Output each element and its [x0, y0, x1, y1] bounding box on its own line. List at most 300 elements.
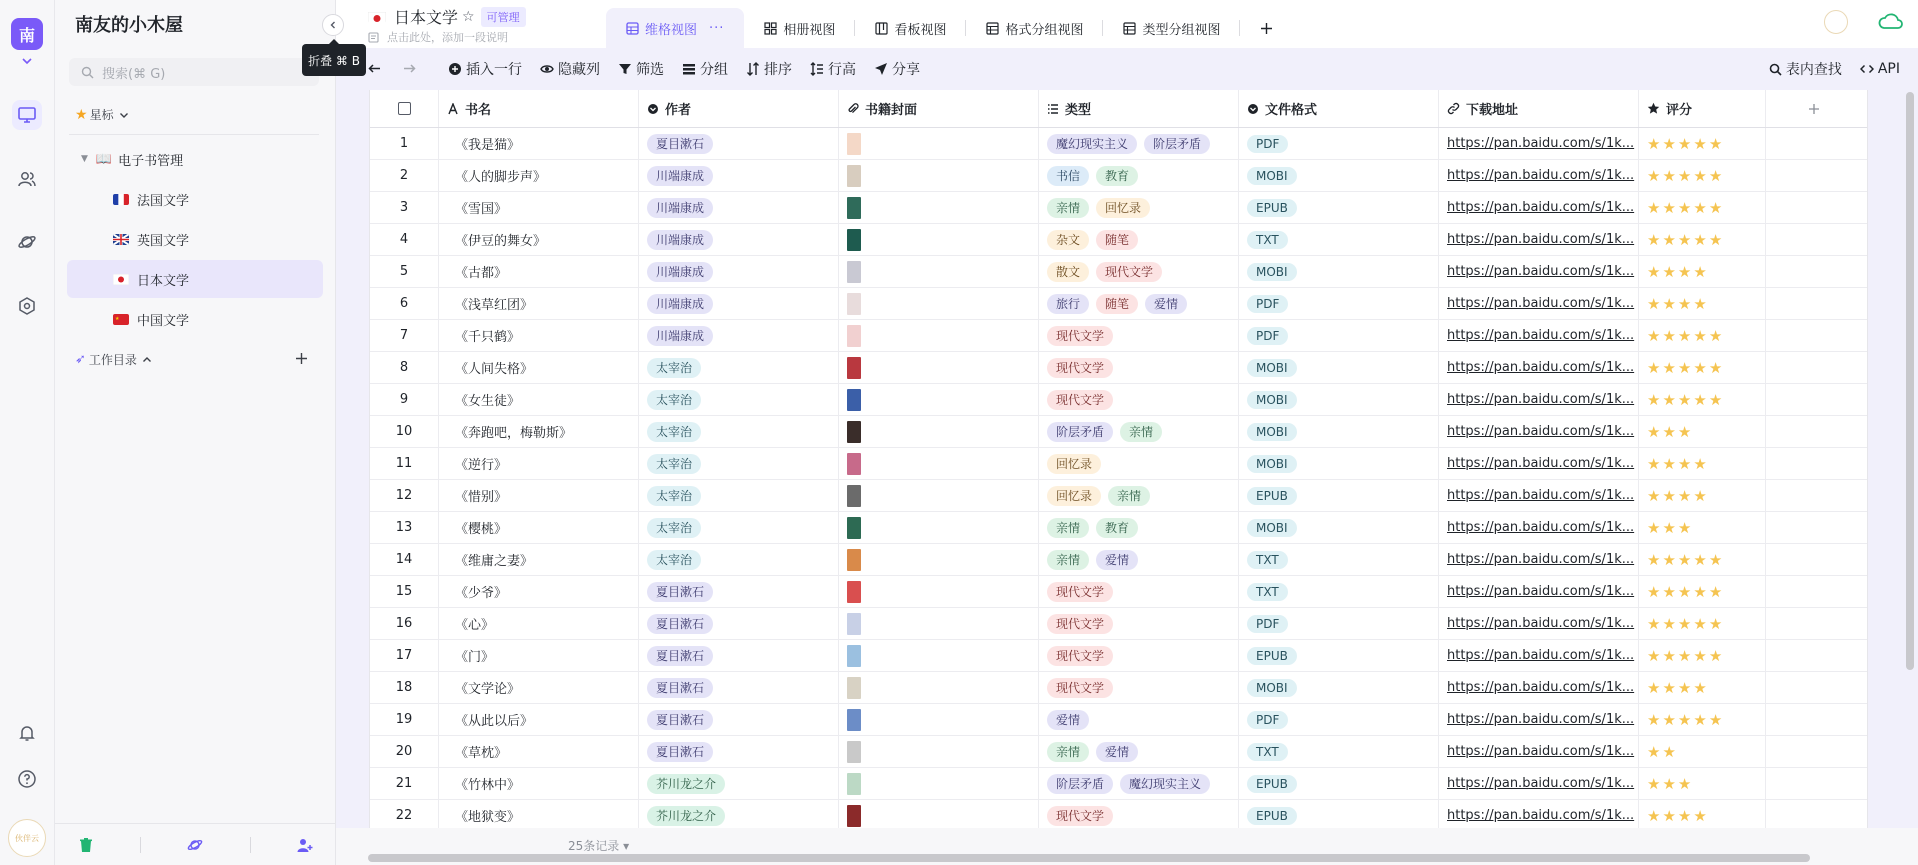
table-row[interactable]	[370, 672, 1867, 704]
cell-cover[interactable]	[839, 704, 1039, 735]
undo-icon[interactable]	[368, 62, 382, 76]
cell-type[interactable]	[1039, 224, 1239, 255]
cell-author[interactable]	[639, 544, 839, 575]
row-number[interactable]: 3	[370, 192, 439, 223]
cell-cover[interactable]	[839, 448, 1039, 479]
table-row[interactable]	[370, 608, 1867, 640]
hexagon-settings-icon[interactable]	[12, 291, 42, 321]
cell-rating[interactable]	[1639, 288, 1766, 319]
cell-author[interactable]	[639, 256, 839, 287]
cell-empty	[1766, 128, 1867, 159]
download-link[interactable]: https://pan.baidu.com/s/1k...	[1447, 200, 1635, 215]
cell-format[interactable]	[1239, 672, 1439, 703]
cell-cover[interactable]	[839, 384, 1039, 415]
row-height-button[interactable]	[810, 59, 856, 79]
cell-book-title[interactable]: 《女生徒》	[439, 384, 639, 415]
book-cover-thumbnail[interactable]	[847, 453, 861, 475]
cell-book-title[interactable]: 《惜别》	[439, 480, 639, 511]
cell-type[interactable]	[1039, 672, 1239, 703]
cell-book-title[interactable]: 《人的脚步声》	[439, 160, 639, 191]
cell-rating[interactable]	[1639, 256, 1766, 287]
cell-author[interactable]	[639, 672, 839, 703]
cell-format[interactable]	[1239, 576, 1439, 607]
cell-format[interactable]	[1239, 288, 1439, 319]
cell-cover[interactable]	[839, 800, 1039, 828]
row-number[interactable]: 6	[370, 288, 439, 319]
cell-rating[interactable]	[1639, 384, 1766, 415]
table-row[interactable]	[370, 736, 1867, 768]
hide-columns-button[interactable]	[540, 59, 600, 79]
table-description[interactable]	[368, 29, 508, 45]
collapse-sidebar-button[interactable]	[322, 14, 344, 36]
cell-type[interactable]	[1039, 640, 1239, 671]
book-cover-thumbnail[interactable]	[847, 773, 861, 795]
row-number[interactable]: 17	[370, 640, 439, 671]
cell-format[interactable]	[1239, 320, 1439, 351]
cell-cover[interactable]	[839, 736, 1039, 767]
cell-format[interactable]	[1239, 384, 1439, 415]
download-link[interactable]: https://pan.baidu.com/s/1k...	[1447, 712, 1635, 727]
row-number[interactable]: 5	[370, 256, 439, 287]
cell-download-url[interactable]	[1439, 608, 1639, 639]
cell-book-title[interactable]: 《维庸之妻》	[439, 544, 639, 575]
star-outline-icon[interactable]: ☆	[462, 8, 475, 25]
sidebar-item-british[interactable]	[67, 220, 323, 258]
book-cover-thumbnail[interactable]	[847, 517, 861, 539]
cell-book-title[interactable]: 《雪国》	[439, 192, 639, 223]
trash-icon[interactable]	[78, 837, 94, 853]
cell-download-url[interactable]	[1439, 704, 1639, 735]
cell-cover[interactable]	[839, 608, 1039, 639]
cell-format[interactable]	[1239, 704, 1439, 735]
notification-bell-icon[interactable]	[12, 718, 42, 748]
cell-book-title[interactable]: 《古都》	[439, 256, 639, 287]
row-number[interactable]: 4	[370, 224, 439, 255]
cell-format[interactable]	[1239, 640, 1439, 671]
add-icon[interactable]	[295, 352, 308, 365]
table-row[interactable]	[370, 512, 1867, 544]
column-header-cover[interactable]	[839, 90, 1039, 127]
cell-type[interactable]	[1039, 768, 1239, 799]
cell-cover[interactable]	[839, 352, 1039, 383]
cell-format[interactable]	[1239, 128, 1439, 159]
cell-author[interactable]	[639, 416, 839, 447]
record-count[interactable]: 25条记录 ▾	[568, 839, 630, 853]
cell-download-url[interactable]	[1439, 544, 1639, 575]
cell-format[interactable]	[1239, 736, 1439, 767]
help-icon[interactable]	[12, 764, 42, 794]
table-row[interactable]	[370, 224, 1867, 256]
cell-rating[interactable]	[1639, 736, 1766, 767]
column-header-rating[interactable]	[1639, 90, 1766, 127]
row-number[interactable]: 16	[370, 608, 439, 639]
table-row[interactable]	[370, 128, 1867, 160]
cell-type[interactable]	[1039, 544, 1239, 575]
book-cover-thumbnail[interactable]	[847, 805, 861, 827]
cell-rating[interactable]	[1639, 800, 1766, 828]
cell-cover[interactable]	[839, 224, 1039, 255]
cell-book-title[interactable]: 《门》	[439, 640, 639, 671]
cell-download-url[interactable]	[1439, 512, 1639, 543]
cell-rating[interactable]	[1639, 544, 1766, 575]
table-row[interactable]	[370, 288, 1867, 320]
cell-type[interactable]	[1039, 384, 1239, 415]
cell-format[interactable]	[1239, 416, 1439, 447]
book-cover-thumbnail[interactable]	[847, 485, 861, 507]
more-options-icon[interactable]: ···	[709, 20, 725, 36]
cell-author[interactable]	[639, 768, 839, 799]
cell-cover[interactable]	[839, 512, 1039, 543]
cell-cover[interactable]	[839, 320, 1039, 351]
cell-type[interactable]	[1039, 512, 1239, 543]
vertical-scrollbar[interactable]	[1906, 92, 1914, 670]
cell-cover[interactable]	[839, 544, 1039, 575]
cell-author[interactable]	[639, 192, 839, 223]
cell-download-url[interactable]	[1439, 160, 1639, 191]
cell-download-url[interactable]	[1439, 256, 1639, 287]
cell-book-title[interactable]: 《竹林中》	[439, 768, 639, 799]
table-row[interactable]	[370, 640, 1867, 672]
table-row[interactable]	[370, 416, 1867, 448]
cell-rating[interactable]	[1639, 320, 1766, 351]
table-row[interactable]	[370, 704, 1867, 736]
group-button[interactable]	[682, 59, 728, 79]
cell-author[interactable]	[639, 512, 839, 543]
sort-button[interactable]	[746, 59, 792, 79]
cell-author[interactable]	[639, 448, 839, 479]
cell-format[interactable]	[1239, 352, 1439, 383]
cell-author[interactable]	[639, 128, 839, 159]
cell-download-url[interactable]	[1439, 288, 1639, 319]
download-link[interactable]: https://pan.baidu.com/s/1k...	[1447, 552, 1635, 567]
cell-rating[interactable]	[1639, 672, 1766, 703]
download-link[interactable]: https://pan.baidu.com/s/1k...	[1447, 488, 1635, 503]
search-input[interactable]	[69, 58, 319, 86]
cell-rating[interactable]	[1639, 608, 1766, 639]
row-number[interactable]: 9	[370, 384, 439, 415]
download-link[interactable]: https://pan.baidu.com/s/1k...	[1447, 520, 1635, 535]
cell-format[interactable]	[1239, 448, 1439, 479]
insert-row-button[interactable]	[448, 59, 522, 79]
download-link[interactable]: https://pan.baidu.com/s/1k...	[1447, 392, 1635, 407]
cell-book-title[interactable]: 《地狱变》	[439, 800, 639, 828]
cell-download-url[interactable]	[1439, 448, 1639, 479]
download-link[interactable]: https://pan.baidu.com/s/1k...	[1447, 360, 1635, 375]
user-avatar[interactable]	[1824, 10, 1848, 34]
row-number[interactable]: 7	[370, 320, 439, 351]
row-number[interactable]: 22	[370, 800, 439, 828]
book-cover-thumbnail[interactable]	[847, 261, 861, 283]
workbench-icon[interactable]	[12, 100, 42, 130]
table-row[interactable]	[370, 192, 1867, 224]
cell-cover[interactable]	[839, 672, 1039, 703]
cell-author[interactable]	[639, 640, 839, 671]
horizontal-scrollbar[interactable]	[368, 854, 1810, 862]
row-number[interactable]: 14	[370, 544, 439, 575]
tab-type-group-view[interactable]	[1103, 8, 1240, 48]
download-link[interactable]: https://pan.baidu.com/s/1k...	[1447, 136, 1635, 151]
search-icon	[1769, 63, 1782, 76]
workspace-avatar[interactable]: 南	[11, 18, 43, 50]
cell-type[interactable]	[1039, 576, 1239, 607]
cell-format[interactable]	[1239, 256, 1439, 287]
cell-rating[interactable]	[1639, 640, 1766, 671]
cell-rating[interactable]	[1639, 192, 1766, 223]
book-cover-thumbnail[interactable]	[847, 165, 861, 187]
cell-cover[interactable]	[839, 192, 1039, 223]
row-number[interactable]: 13	[370, 512, 439, 543]
cell-type[interactable]	[1039, 192, 1239, 223]
api-button[interactable]	[1860, 61, 1900, 77]
table-row[interactable]	[370, 800, 1867, 828]
cell-cover[interactable]	[839, 640, 1039, 671]
cell-book-title[interactable]: 《伊豆的舞女》	[439, 224, 639, 255]
row-number[interactable]: 8	[370, 352, 439, 383]
cell-rating[interactable]	[1639, 128, 1766, 159]
cell-format[interactable]	[1239, 768, 1439, 799]
download-link[interactable]: https://pan.baidu.com/s/1k...	[1447, 232, 1635, 247]
cell-type[interactable]	[1039, 736, 1239, 767]
download-link[interactable]: https://pan.baidu.com/s/1k...	[1447, 456, 1635, 471]
cell-download-url[interactable]	[1439, 192, 1639, 223]
filter-button[interactable]	[618, 59, 664, 79]
table-row[interactable]	[370, 320, 1867, 352]
download-link[interactable]: https://pan.baidu.com/s/1k...	[1447, 168, 1635, 183]
table-row[interactable]	[370, 480, 1867, 512]
starred-section[interactable]	[75, 106, 130, 123]
cell-download-url[interactable]	[1439, 384, 1639, 415]
table-title[interactable]: 日本文学	[394, 8, 459, 27]
book-cover-thumbnail[interactable]	[847, 197, 861, 219]
cell-format[interactable]	[1239, 192, 1439, 223]
table-row[interactable]	[370, 448, 1867, 480]
cell-download-url[interactable]	[1439, 224, 1639, 255]
cell-book-title[interactable]: 《奔跑吧，梅勒斯》	[439, 416, 639, 447]
cell-author[interactable]	[639, 480, 839, 511]
cell-format[interactable]	[1239, 160, 1439, 191]
cell-rating[interactable]	[1639, 416, 1766, 447]
cell-rating[interactable]	[1639, 480, 1766, 511]
cell-cover[interactable]	[839, 480, 1039, 511]
cell-type[interactable]	[1039, 480, 1239, 511]
cell-download-url[interactable]	[1439, 640, 1639, 671]
find-in-table-button[interactable]	[1769, 59, 1842, 79]
cell-download-url[interactable]	[1439, 352, 1639, 383]
tab-format-group-view[interactable]	[966, 8, 1103, 48]
sidebar-item-japanese[interactable]	[67, 260, 323, 298]
cell-format[interactable]	[1239, 512, 1439, 543]
table-row[interactable]	[370, 768, 1867, 800]
cell-type[interactable]	[1039, 352, 1239, 383]
tab-kanban-view[interactable]	[855, 8, 966, 48]
download-link[interactable]: https://pan.baidu.com/s/1k...	[1447, 808, 1635, 823]
tree-root-ebooks[interactable]	[67, 140, 323, 178]
download-link[interactable]: https://pan.baidu.com/s/1k...	[1447, 424, 1635, 439]
cloud-sync-icon[interactable]	[1878, 12, 1904, 32]
tab-grid-view[interactable]	[606, 8, 744, 48]
cell-author[interactable]	[639, 608, 839, 639]
column-header-format[interactable]	[1239, 90, 1439, 127]
table-row[interactable]	[370, 544, 1867, 576]
cell-author[interactable]	[639, 576, 839, 607]
row-number[interactable]: 2	[370, 160, 439, 191]
row-number[interactable]: 10	[370, 416, 439, 447]
column-header-download[interactable]	[1439, 90, 1639, 127]
row-number[interactable]: 11	[370, 448, 439, 479]
cell-cover[interactable]	[839, 128, 1039, 159]
cell-book-title[interactable]: 《从此以后》	[439, 704, 639, 735]
cell-author[interactable]	[639, 736, 839, 767]
cell-format[interactable]	[1239, 224, 1439, 255]
cell-cover[interactable]	[839, 256, 1039, 287]
cell-book-title[interactable]: 《人间失格》	[439, 352, 639, 383]
download-link[interactable]: https://pan.baidu.com/s/1k...	[1447, 616, 1635, 631]
cell-author[interactable]	[639, 288, 839, 319]
cell-type[interactable]	[1039, 704, 1239, 735]
book-cover-thumbnail[interactable]	[847, 325, 861, 347]
cell-download-url[interactable]	[1439, 480, 1639, 511]
share-button[interactable]	[874, 59, 920, 79]
table-row[interactable]	[370, 576, 1867, 608]
row-number[interactable]: 15	[370, 576, 439, 607]
book-cover-thumbnail[interactable]	[847, 421, 861, 443]
sidebar-item-french[interactable]	[67, 180, 323, 218]
cell-rating[interactable]	[1639, 512, 1766, 543]
cell-type[interactable]	[1039, 256, 1239, 287]
workdir-section[interactable]	[75, 351, 153, 368]
cell-cover[interactable]	[839, 160, 1039, 191]
sidebar-item-chinese[interactable]	[67, 300, 323, 338]
table-row[interactable]	[370, 384, 1867, 416]
cell-author[interactable]	[639, 224, 839, 255]
cell-download-url[interactable]	[1439, 672, 1639, 703]
row-number[interactable]: 1	[370, 128, 439, 159]
chevron-down-icon[interactable]	[20, 54, 34, 68]
table-row[interactable]	[370, 256, 1867, 288]
cell-rating[interactable]	[1639, 352, 1766, 383]
cell-type[interactable]	[1039, 448, 1239, 479]
column-header-type[interactable]	[1039, 90, 1239, 127]
download-link[interactable]: https://pan.baidu.com/s/1k...	[1447, 776, 1635, 791]
cell-author[interactable]	[639, 704, 839, 735]
book-cover-thumbnail[interactable]	[847, 645, 861, 667]
cell-download-url[interactable]	[1439, 768, 1639, 799]
row-number[interactable]: 18	[370, 672, 439, 703]
cell-book-title[interactable]: 《文学论》	[439, 672, 639, 703]
select-all-checkbox[interactable]	[370, 90, 439, 127]
book-cover-thumbnail[interactable]	[847, 709, 861, 731]
cell-type[interactable]	[1039, 416, 1239, 447]
book-cover-thumbnail[interactable]	[847, 741, 861, 763]
cell-book-title[interactable]: 《樱桃》	[439, 512, 639, 543]
cell-book-title[interactable]: 《少爷》	[439, 576, 639, 607]
book-cover-thumbnail[interactable]	[847, 229, 861, 251]
download-link[interactable]: https://pan.baidu.com/s/1k...	[1447, 264, 1635, 279]
add-column-button[interactable]	[1766, 90, 1867, 127]
download-link[interactable]: https://pan.baidu.com/s/1k...	[1447, 584, 1635, 599]
cell-type[interactable]	[1039, 160, 1239, 191]
members-icon[interactable]	[12, 164, 42, 194]
row-number[interactable]: 19	[370, 704, 439, 735]
cell-rating[interactable]	[1639, 448, 1766, 479]
book-cover-thumbnail[interactable]	[847, 357, 861, 379]
column-header-author[interactable]	[639, 90, 839, 127]
cell-author[interactable]	[639, 320, 839, 351]
cell-book-title[interactable]: 《浅草红团》	[439, 288, 639, 319]
cell-type[interactable]	[1039, 320, 1239, 351]
redo-icon[interactable]	[402, 62, 416, 76]
cell-rating[interactable]	[1639, 160, 1766, 191]
cell-author[interactable]	[639, 160, 839, 191]
cell-cover[interactable]	[839, 576, 1039, 607]
cell-format[interactable]	[1239, 800, 1439, 828]
planet-icon[interactable]	[187, 837, 203, 853]
book-cover-thumbnail[interactable]	[847, 133, 861, 155]
table-row[interactable]	[370, 352, 1867, 384]
book-cover-thumbnail[interactable]	[847, 389, 861, 411]
table-row[interactable]	[370, 160, 1867, 192]
cell-download-url[interactable]	[1439, 800, 1639, 828]
cell-cover[interactable]	[839, 288, 1039, 319]
planet-icon[interactable]	[12, 227, 42, 257]
cell-download-url[interactable]	[1439, 128, 1639, 159]
cell-download-url[interactable]	[1439, 320, 1639, 351]
cell-format[interactable]	[1239, 544, 1439, 575]
cell-cover[interactable]	[839, 416, 1039, 447]
cell-book-title[interactable]: 《我是猫》	[439, 128, 639, 159]
download-link[interactable]: https://pan.baidu.com/s/1k...	[1447, 648, 1635, 663]
cell-book-title[interactable]: 《千只鹤》	[439, 320, 639, 351]
download-link[interactable]: https://pan.baidu.com/s/1k...	[1447, 744, 1635, 759]
cell-type[interactable]	[1039, 288, 1239, 319]
cell-rating[interactable]	[1639, 768, 1766, 799]
cell-author[interactable]	[639, 800, 839, 828]
add-view-button[interactable]	[1240, 8, 1299, 48]
cell-download-url[interactable]	[1439, 576, 1639, 607]
download-link[interactable]: https://pan.baidu.com/s/1k...	[1447, 296, 1635, 311]
cell-book-title[interactable]: 《草枕》	[439, 736, 639, 767]
cell-format[interactable]	[1239, 608, 1439, 639]
book-cover-thumbnail[interactable]	[847, 677, 861, 699]
row-number[interactable]: 21	[370, 768, 439, 799]
row-number[interactable]: 20	[370, 736, 439, 767]
cell-author[interactable]	[639, 352, 839, 383]
cell-cover[interactable]	[839, 768, 1039, 799]
cell-rating[interactable]	[1639, 704, 1766, 735]
cell-book-title[interactable]: 《心》	[439, 608, 639, 639]
download-link[interactable]: https://pan.baidu.com/s/1k...	[1447, 328, 1635, 343]
book-cover-thumbnail[interactable]	[847, 549, 861, 571]
tab-gallery-view[interactable]	[744, 8, 855, 48]
cell-type[interactable]	[1039, 800, 1239, 828]
invite-member-icon[interactable]	[297, 837, 313, 853]
cell-author[interactable]	[639, 384, 839, 415]
cell-download-url[interactable]	[1439, 416, 1639, 447]
cell-type[interactable]	[1039, 608, 1239, 639]
book-cover-thumbnail[interactable]	[847, 293, 861, 315]
download-link[interactable]: https://pan.baidu.com/s/1k...	[1447, 680, 1635, 695]
cell-rating[interactable]	[1639, 576, 1766, 607]
cell-book-title[interactable]: 《逆行》	[439, 448, 639, 479]
column-header-book[interactable]	[439, 90, 639, 127]
book-cover-thumbnail[interactable]	[847, 581, 861, 603]
row-number[interactable]: 12	[370, 480, 439, 511]
cell-format[interactable]	[1239, 480, 1439, 511]
cell-download-url[interactable]	[1439, 736, 1639, 767]
cell-rating[interactable]	[1639, 224, 1766, 255]
cell-type[interactable]	[1039, 128, 1239, 159]
book-cover-thumbnail[interactable]	[847, 613, 861, 635]
